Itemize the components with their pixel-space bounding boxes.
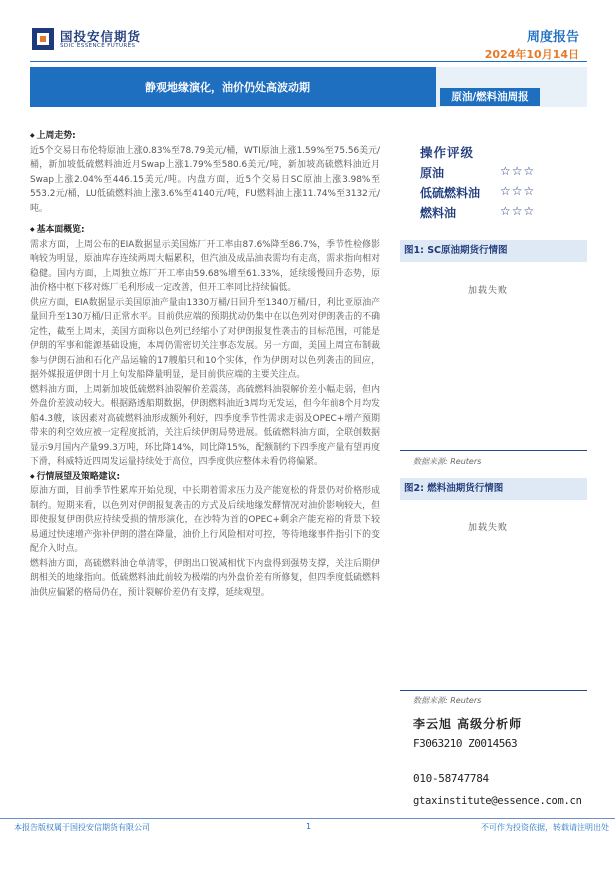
figure-1-source: 数据来源: Reuters [413, 457, 482, 466]
figure-2-load-failed: 加载失败 [468, 523, 509, 533]
outlook-crude: 原油方面，目前季节性累库开始兑现，中长期着需求压力及产能宽松的背景仍对价格形成制约。短期来看，以色列对伊朗报复袭击的方式及后续地缘发酵情况对油价影响较大，但即使报复伊朗供应持续受损的情形演化，在沙特为首的OPEC+剩余产能充裕的背景下较易通过快速增产弥补伊朗的潜在降量，油价上行风险相对可控，等待地缘事件指引下的变配介入时点。 [30, 486, 380, 554]
figure-2-title: 图2: 燃料油期货行情图 [400, 478, 587, 500]
header-divider [30, 61, 587, 62]
figure-1-load-failed: 加载失败 [468, 286, 509, 296]
figure-1-divider [400, 450, 587, 451]
main-content [30, 129, 380, 600]
company-logo-icon [32, 28, 54, 50]
weekly-trend-heading: ◆ 上周走势: [30, 129, 380, 144]
analyst-name: 李云旭 高级分析师 [413, 717, 523, 731]
rating-stars-fuel-oil: ☆☆☆ [500, 204, 536, 218]
rating-stars-lsfo: ☆☆☆ [500, 184, 536, 198]
rating-name-lsfo: 低硫燃料油 [420, 186, 481, 200]
company-name-cn: 国投安信期货 [60, 29, 142, 44]
report-title: 静观地缘演化，油价仍处高波动期 [145, 81, 310, 94]
figure-1-title: 图1: SC原油期货行情图 [400, 240, 587, 262]
report-date: 2024年10月14日 [484, 48, 579, 61]
figure-2-source: 数据来源: Reuters [413, 696, 482, 705]
footer-copyright: 本报告版权属于国投安信期货有限公司 [14, 823, 150, 832]
analyst-phone: 010-58747784 [413, 772, 489, 785]
rating-name-fuel-oil: 燃料油 [420, 206, 457, 220]
analyst-license-ids: F3063210 Z0014563 [413, 737, 518, 750]
report-type: 周度报告 [526, 30, 579, 45]
outlook-heading: ◆ 行情展望及策略建议: [30, 470, 380, 485]
footer-disclaimer: 不可作为投资依据，转载请注明出处 [481, 823, 609, 832]
rating-title: 操作评级 [420, 145, 475, 160]
fundamentals-fuel-oil: 燃料油方面，上周新加坡低硫燃料油裂解价差震荡，高硫燃料油裂解价差小幅走弱，但内外盘价差波动较大。根据路透船期数据，伊朗燃料油近3周均无发运，但今年前8个月均发船4.3艘，该因素对高硫燃料油形成额外利好，四季度季节性需求走弱及OPEC+增产预期带来的利空效应被一定程度抵消，关注后续伊朗局势进展。低硫燃料油方面，全联创数据显示9月国内产量99.3万吨，环比降14%，同比降15%，配额制约下四季度产量有望再度下滑，科威特近四周发运量持续处于高位，四季度供应整体未看仍将偏紧。 [30, 384, 380, 467]
fundamentals-heading: ◆ 基本面概览: [30, 223, 380, 238]
fundamentals-supply: 供应方面，EIA数据显示美国原油产量由1330万桶/日回升至1340万桶/日，利比亚原油产量回升至130万桶/日正常水平。目前供应端的预期扰动仍集中在以色列对伊朗袭击的不确定性，截至上周末，美国方面称以色列已经缩小了对伊朗报复性袭击的目标范围，可能是伊朗的军事和能源基础设施，本周仍需密切关注事态发展。另一方面，美国上周宣布制裁参与伊朗石油和石化产品运输的17艘船只和10个实体，作为伊朗对以色列袭击的回应，据外媒报道伊朗十月上旬发船降量明显，是目前供应端的主要关注点。 [30, 297, 380, 380]
footer-divider [0, 818, 615, 819]
report-tag: 原油/燃料油周报 [440, 88, 540, 106]
outlook-fuel-oil: 燃料油方面，高硫燃料油仓单清零，伊朗出口锐减相忧下内盘得到强势支撑，关注后期伊朗相关的地缘指向。低硫燃料油此前较为极端的内外盘价差有所修复，但四季度低硫燃料油供应偏紧的格局仍在，预计裂解价差仍有支撑，延续观望。 [30, 558, 380, 598]
rating-name-crude: 原油 [420, 166, 445, 180]
rating-stars-crude: ☆☆☆ [500, 164, 536, 178]
weekly-trend-text: 近5个交易日布伦特原油上涨0.83%至78.79美元/桶，WTI原油上涨1.59%至75.56美元/桶，新加坡低硫燃料油近月Swap上涨1.79%至580.6美元/吨，新加坡高硫燃料油近月Swap上涨2.04%至446.15美元/吨。内盘方面，近5个交易日SC原油上涨3.98%至553.2元/桶，LU低硫燃料油上涨3.6%至4140元/吨，FU燃料油上涨11.74%至3132元/吨。 [30, 145, 380, 214]
figure-2-divider [400, 690, 587, 691]
fundamentals-demand: 需求方面，上周公布的EIA数据显示美国炼厂开工率由87.6%降至86.7%，季节性检修影响较为明显，原油库存连续两周大幅累积，但汽油及成品油表需均有走高，需求指向相对稳健。国内方面，上周独立炼厂开工率由59.68%增至61.33%，延续缓慢回升态势，原油价格中枢下移对炼厂毛利形成一定改善，但开工率同比持续偏低。 [30, 239, 380, 293]
page-number: 1 [306, 822, 312, 831]
company-name-en: SDIC ESSENCE FUTURES [60, 43, 136, 49]
analyst-email: gtaxinstitute@essence.com.cn [413, 795, 582, 807]
